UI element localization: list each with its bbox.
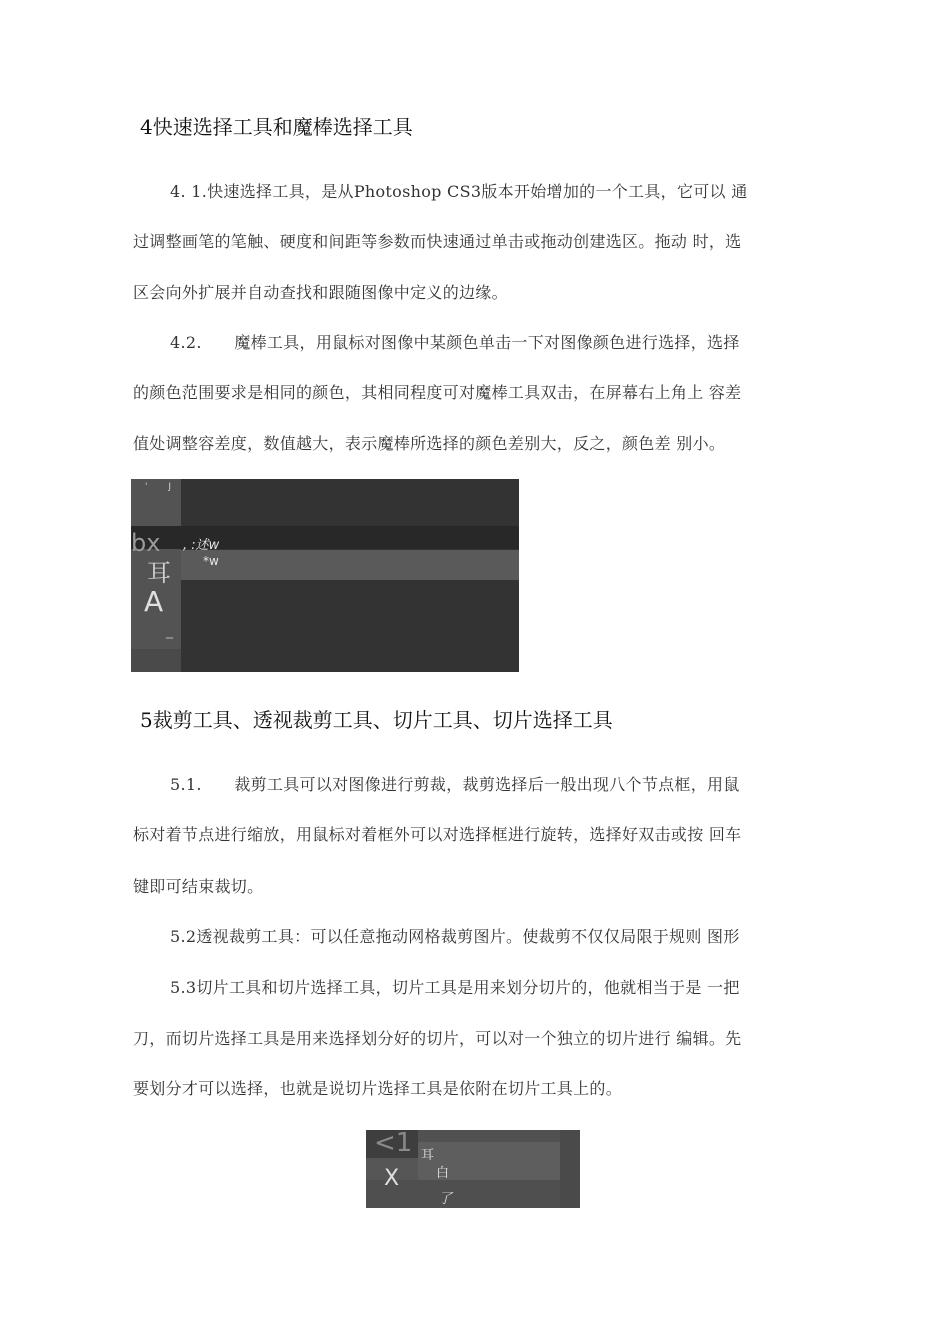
top-marks: ' J xyxy=(145,482,171,492)
section4-p1-line1: 4. 1.快速选择工具，是从Photoshop CS3版本开始增加的一个工具，它可以 通 xyxy=(170,182,748,201)
magic-wand-screenshot xyxy=(131,479,519,672)
section4-p2-line3: 值处调整容差度，数值越大，表示魔棒所选择的颜色差别大，反之，颜色差 别小。 xyxy=(133,434,726,453)
section4-p1-line2: 过调整画笔的笔触、硬度和间距等参数而快速通过单击或拖动创建选区。拖动 时，选 xyxy=(133,232,742,251)
section4-heading: 4快速选择工具和魔棒选择工具 xyxy=(140,115,413,139)
selected-row xyxy=(181,550,519,580)
tool-label-ear: 耳 xyxy=(147,559,171,587)
option-text-a: , :述w xyxy=(183,538,220,553)
tool-column-bottom xyxy=(131,649,181,672)
section5-p3-line3: 要划分才可以选择，也就是说切片选择工具是依附在切片工具上的。 xyxy=(133,1079,623,1098)
section4-p2-line1: 4.2. 魔棒工具，用鼠标对图像中某颜色单击一下对图像颜色进行选择，选择 xyxy=(170,333,740,352)
tool-label-dash: _ xyxy=(166,623,173,639)
tool-label-bx: bx xyxy=(131,529,161,557)
section5-heading: 5裁剪工具、透视裁剪工具、切片工具、切片选择工具 xyxy=(140,708,613,732)
slice-label-white: 白 xyxy=(436,1166,450,1181)
section5-p1-line1: 5.1. 裁剪工具可以对图像进行剪裁，裁剪选择后一般出现八个节点框，用鼠 xyxy=(170,775,740,794)
slice-tool-screenshot xyxy=(366,1130,580,1208)
section5-p3-line2: 刀，而切片选择工具是用来选择划分好的切片，可以对一个独立的切片进行 编辑。先 xyxy=(133,1029,742,1048)
section4-p1-line3: 区会向外扩展并自动查找和跟随图像中定义的边缘。 xyxy=(133,283,508,302)
slice-label-le: 了 xyxy=(438,1191,452,1207)
option-text-b: *w xyxy=(203,554,219,568)
section4-p2-line2: 的颜色范围要求是相同的颜色，其相同程度可对魔棒工具双击，在屏幕右上角上 容差 xyxy=(133,383,742,402)
slice-label-x: X xyxy=(384,1166,400,1191)
section5-p1-line2: 标对着节点进行缩放，用鼠标对着框外可以对选择框进行旋转，选择好双击或按 回车 xyxy=(133,825,742,844)
tool-cell-e xyxy=(560,1130,580,1208)
slice-label-ear: 耳 xyxy=(421,1148,435,1163)
tool-label-a: A xyxy=(144,585,164,618)
section5-p2-line1: 5.2透视裁剪工具：可以任意拖动网格裁剪图片。使裁剪不仅仅局限于规则 图形 xyxy=(170,927,740,946)
section5-p1-line3: 键即可结束裁切。 xyxy=(133,877,264,896)
tool-cell-b xyxy=(418,1130,580,1142)
section5-p3-line1: 5.3切片工具和切片选择工具，切片工具是用来划分切片的，他就相当于是 一把 xyxy=(170,978,740,997)
slice-label-1: <1 xyxy=(374,1130,413,1158)
